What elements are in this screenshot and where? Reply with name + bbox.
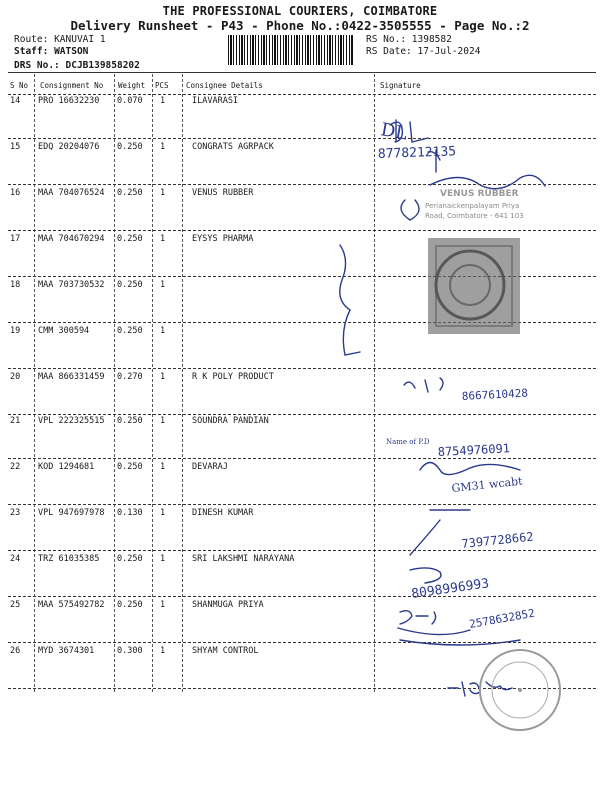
- cell-weight: 0.250: [117, 462, 143, 472]
- rs-date-value: 17-Jul-2024: [417, 46, 481, 57]
- handwritten-phone-row21: 8754976091: [437, 441, 511, 459]
- cell-sno: 25: [10, 600, 21, 610]
- row-divider: [8, 368, 596, 369]
- col-header-signature: Signature: [380, 81, 421, 90]
- column-divider: [152, 74, 153, 692]
- cell-sno: 23: [10, 508, 21, 518]
- cell-pcs: 1: [160, 416, 166, 426]
- cell-consignee: SHYAM CONTROL: [192, 646, 259, 656]
- cell-sno: 26: [10, 646, 21, 656]
- signature-scribble: [448, 682, 512, 696]
- cell-weight: 0.250: [117, 416, 143, 426]
- row-divider: [8, 322, 596, 323]
- cell-pcs: 1: [160, 600, 166, 610]
- route-value: KANUVAI 1: [54, 34, 106, 45]
- cell-weight: 0.270: [117, 372, 143, 382]
- row-divider: [8, 642, 596, 643]
- drs-label: DRS No.:: [14, 60, 60, 71]
- column-divider: [114, 74, 115, 692]
- cell-consignee: SHANMUGA PRIYA: [192, 600, 264, 610]
- signature-scribble: [400, 611, 436, 624]
- rs-date-label: RS Date:: [366, 46, 412, 57]
- cell-consignment-no: VPL 947697978: [38, 508, 105, 518]
- row-divider: [8, 276, 596, 277]
- col-header-weight: Weight: [118, 81, 146, 90]
- table-top-rule: [8, 72, 596, 73]
- drs-value: DCJB139858202: [65, 60, 140, 71]
- cell-consignee: ILAVARASI: [192, 96, 239, 106]
- handwritten-phone-row15: 8778212135: [377, 144, 457, 162]
- row-divider: [8, 688, 596, 689]
- column-divider: [374, 74, 375, 692]
- barcode: [228, 35, 353, 65]
- rs-date-line: [366, 46, 480, 57]
- cell-sno: 14: [10, 96, 21, 106]
- signature-scribble: [410, 510, 470, 555]
- row-divider: [8, 138, 596, 139]
- cell-sno: 21: [10, 416, 21, 426]
- cell-sno: 22: [10, 462, 21, 472]
- handwritten-phone-row20: 8667610428: [461, 386, 529, 403]
- handwritten-note-row21: Name of P.D: [386, 438, 430, 446]
- route-line: [14, 34, 106, 45]
- cell-pcs: 1: [160, 508, 166, 518]
- cell-consignment-no: MAA 704670294: [38, 234, 105, 244]
- cell-weight: 0.250: [117, 554, 143, 564]
- signature-scribble: [420, 463, 520, 475]
- cell-pcs: 1: [160, 646, 166, 656]
- row-divider: [8, 414, 596, 415]
- cell-consignment-no: MAA 866331459: [38, 372, 105, 382]
- signature-scribble: [410, 568, 441, 583]
- signature-scribble: [428, 150, 440, 172]
- cell-pcs: 1: [160, 142, 166, 152]
- cell-consignee: SRI LAKSHMI NARAYANA: [192, 554, 295, 564]
- cell-consignment-no: MAA 704076524: [38, 188, 105, 198]
- signature-scribble: [404, 378, 443, 392]
- rs-no-line: [366, 34, 452, 45]
- row-divider: [8, 230, 596, 231]
- handwritten-phone-row24: 8098996993: [410, 576, 491, 602]
- cell-pcs: 1: [160, 326, 166, 336]
- cell-pcs: 1: [160, 280, 166, 290]
- cell-consignment-no: TRZ 61035385: [38, 554, 100, 564]
- round-office-seal: [480, 650, 560, 730]
- cell-consignee: DINESH KUMAR: [192, 508, 254, 518]
- row-divider: [8, 596, 596, 597]
- cell-consignee: DEVARAJ: [192, 462, 228, 472]
- col-header-consignee: Consignee Details: [186, 81, 263, 90]
- cell-pcs: 1: [160, 188, 166, 198]
- staff-line: [14, 46, 88, 57]
- cell-consignee: VENUS RUBBER: [192, 188, 254, 198]
- cell-weight: 0.250: [117, 234, 143, 244]
- cell-sno: 17: [10, 234, 21, 244]
- cell-weight: 0.070: [117, 96, 143, 106]
- stamp-line-3: Road, Coimbatore - 641 103: [425, 212, 524, 220]
- cell-consignment-no: CMM 300594: [38, 326, 90, 336]
- cell-consignee: SOUNDRA PANDIAN: [192, 416, 269, 426]
- cell-consignee: CONGRATS AGRPACK: [192, 142, 274, 152]
- staff-value: WATSON: [54, 46, 89, 57]
- stamp-line-1: VENUS RUBBER: [440, 189, 519, 199]
- company-title: THE PROFESSIONAL COURIERS, COIMBATORE: [162, 4, 438, 18]
- cell-weight: 0.250: [117, 188, 143, 198]
- cell-pcs: 1: [160, 372, 166, 382]
- cell-sno: 19: [10, 326, 21, 336]
- cell-weight: 0.130: [117, 508, 143, 518]
- cell-consignment-no: PRO 16632230: [38, 96, 100, 106]
- company-rubber-stamp: [425, 189, 524, 220]
- cell-weight: 0.250: [117, 280, 143, 290]
- cell-pcs: 1: [160, 462, 166, 472]
- handwritten-phone-row23: 7397728662: [460, 529, 535, 551]
- cell-consignment-no: MYD 3674301: [38, 646, 95, 656]
- row-divider: [8, 184, 596, 185]
- cell-sno: 18: [10, 280, 21, 290]
- cell-pcs: 1: [160, 234, 166, 244]
- handwritten-dl-row14: DL: [379, 119, 409, 145]
- cell-sno: 15: [10, 142, 21, 152]
- row-divider: [8, 458, 596, 459]
- route-label: Route:: [14, 34, 49, 45]
- cell-sno: 20: [10, 372, 21, 382]
- runsheet-title: Delivery Runsheet - P43 - Phone No.:0422-3505555 - Page No.:2: [70, 18, 530, 33]
- cell-pcs: 1: [160, 96, 166, 106]
- cell-sno: 16: [10, 188, 21, 198]
- cell-consignment-no: KOD 1294681: [38, 462, 95, 472]
- col-header-consignment: Consignment No: [40, 81, 104, 90]
- cell-weight: 0.250: [117, 326, 143, 336]
- cell-weight: 0.250: [117, 600, 143, 610]
- header-bottom-rule: [8, 94, 596, 95]
- row-divider: [8, 550, 596, 551]
- cell-weight: 0.250: [117, 142, 143, 152]
- cell-pcs: 1: [160, 554, 166, 564]
- cell-consignment-no: EDQ 20204076: [38, 142, 100, 152]
- cell-consignment-no: MAA 703730532: [38, 280, 105, 290]
- signature-scribble: [340, 245, 360, 355]
- column-divider: [182, 74, 183, 692]
- signature-scribble: [401, 200, 419, 220]
- smudged-seal-stamp: [428, 238, 520, 334]
- cell-consignee: R K POLY PRODUCT: [192, 372, 274, 382]
- column-divider: [34, 74, 35, 692]
- staff-label: Staff:: [14, 46, 49, 57]
- handwritten-note-row22: GM31 wcabt: [450, 474, 524, 495]
- stamp-line-2: Perianaickenpalayam Priya: [425, 202, 520, 210]
- rs-no-label: RS No.:: [366, 34, 407, 45]
- col-header-pcs: PCS: [155, 81, 169, 90]
- cell-sno: 24: [10, 554, 21, 564]
- cell-weight: 0.300: [117, 646, 143, 656]
- handwritten-phone-row25: 2578632852: [468, 606, 536, 631]
- drs-line: [14, 60, 140, 71]
- rs-no-value: 1398582: [411, 34, 452, 45]
- row-divider: [8, 504, 596, 505]
- signature-scribble: [430, 175, 545, 188]
- cell-consignee: EYSYS PHARMA: [192, 234, 254, 244]
- cell-consignment-no: MAA 575492782: [38, 600, 105, 610]
- col-header-sno: S No: [10, 81, 29, 90]
- cell-consignment-no: VPL 222325515: [38, 416, 105, 426]
